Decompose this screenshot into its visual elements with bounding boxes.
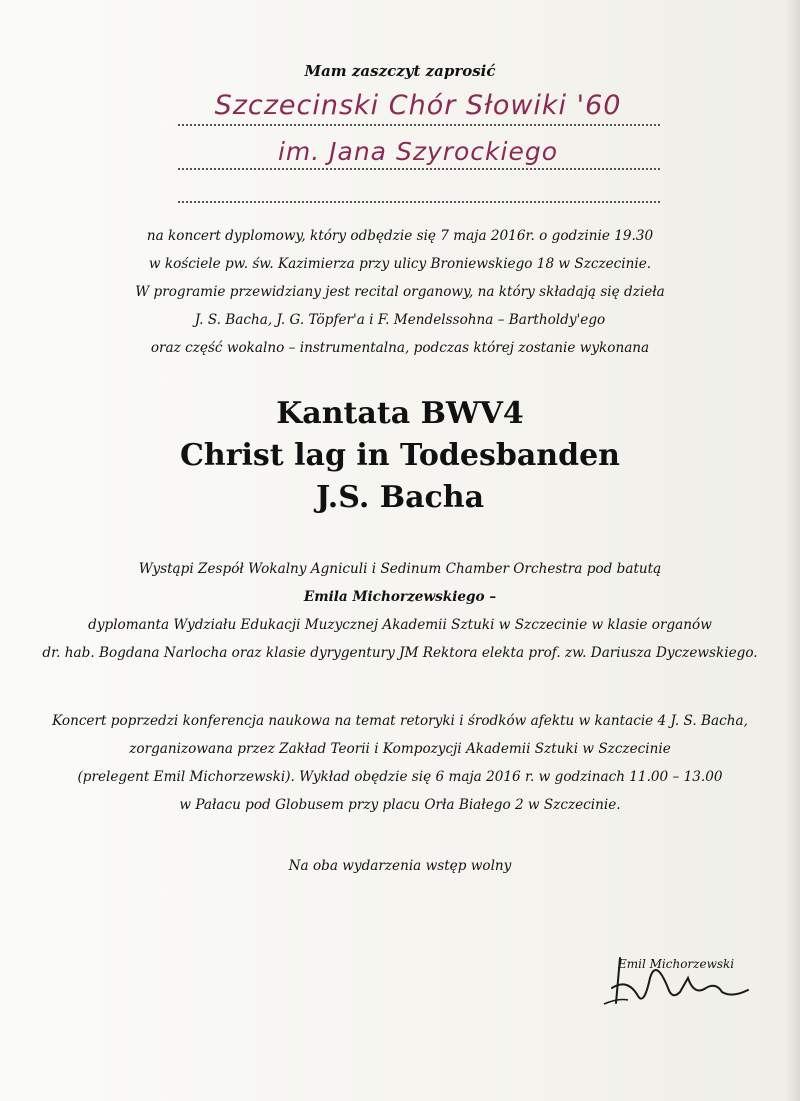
performers-line: dyplomanta Wydziału Edukacji Muzycznej Akademii Sztuki w Szczecinie w klasie organów	[88, 617, 712, 633]
concert-details	[0, 222, 800, 362]
conference-paragraph	[0, 707, 800, 819]
conference-line: (prelegent Emil Michorzewski). Wykład obędzie się 6 maja 2016 r. w godzinach 11.00 – 13.00	[77, 769, 723, 785]
detail-line: J. S. Bacha, J. G. Töpfer'a i F. Mendelssohna – Bartholdy'ego	[194, 312, 606, 328]
performers-line: Wystąpi Zespół Wokalny Agniculi i Sedinum Chamber Orchestra pod batutą	[138, 561, 662, 577]
signature-scribble	[598, 948, 758, 1018]
dotted-line-1	[178, 124, 660, 126]
dotted-line-2	[178, 168, 660, 170]
performers-line: dr. hab. Bogdana Narlocha oraz klasie dyrygentury JM Rektora elekta prof. zw. Dariusza Dyczewskiego.	[42, 645, 758, 661]
conference-line: w Pałacu pod Globusem przy placu Orła Białego 2 w Szczecinie.	[179, 797, 621, 813]
work-title-line-3: J.S. Bacha	[315, 480, 485, 515]
free-entry-note: Na oba wydarzenia wstęp wolny	[288, 858, 512, 874]
handwritten-guest-line-2: im. Jana Szyrockiego	[277, 137, 559, 166]
work-title-line-2: Christ lag in Todesbanden	[180, 438, 620, 473]
signature-printed-name: Emil Michorzewski	[618, 957, 735, 971]
dotted-line-3	[178, 201, 660, 203]
work-title-line-1: Kantata BWV4	[276, 396, 524, 431]
page-edge-shadow	[786, 0, 800, 1101]
handwritten-guest-line-1: Szczecinski Chór Słowiki '60	[214, 90, 622, 121]
detail-line: na koncert dyplomowy, który odbędzie się 7 maja 2016r. o godzinie 19.30	[146, 228, 654, 244]
performers-paragraph	[0, 555, 800, 667]
invitation-heading: Mam zaszczyt zaprosić	[304, 62, 496, 80]
conference-line: Koncert poprzedzi konferencja naukowa na temat retoryki i środków afektu w kantacie 4 J. S. Bacha,	[52, 713, 748, 729]
performers-line: Emila Michorzewskiego –	[303, 589, 497, 605]
detail-line: W programie przewidziany jest recital organowy, na który składają się dzieła	[135, 284, 665, 300]
detail-line: oraz część wokalno – instrumentalna, podczas której zostanie wykonana	[150, 340, 650, 356]
work-title	[0, 393, 800, 519]
conference-line: zorganizowana przez Zakład Teorii i Kompozycji Akademii Sztuki w Szczecinie	[129, 741, 671, 757]
detail-line: w kościele pw. św. Kazimierza przy ulicy Broniewskiego 18 w Szczecinie.	[148, 256, 652, 272]
